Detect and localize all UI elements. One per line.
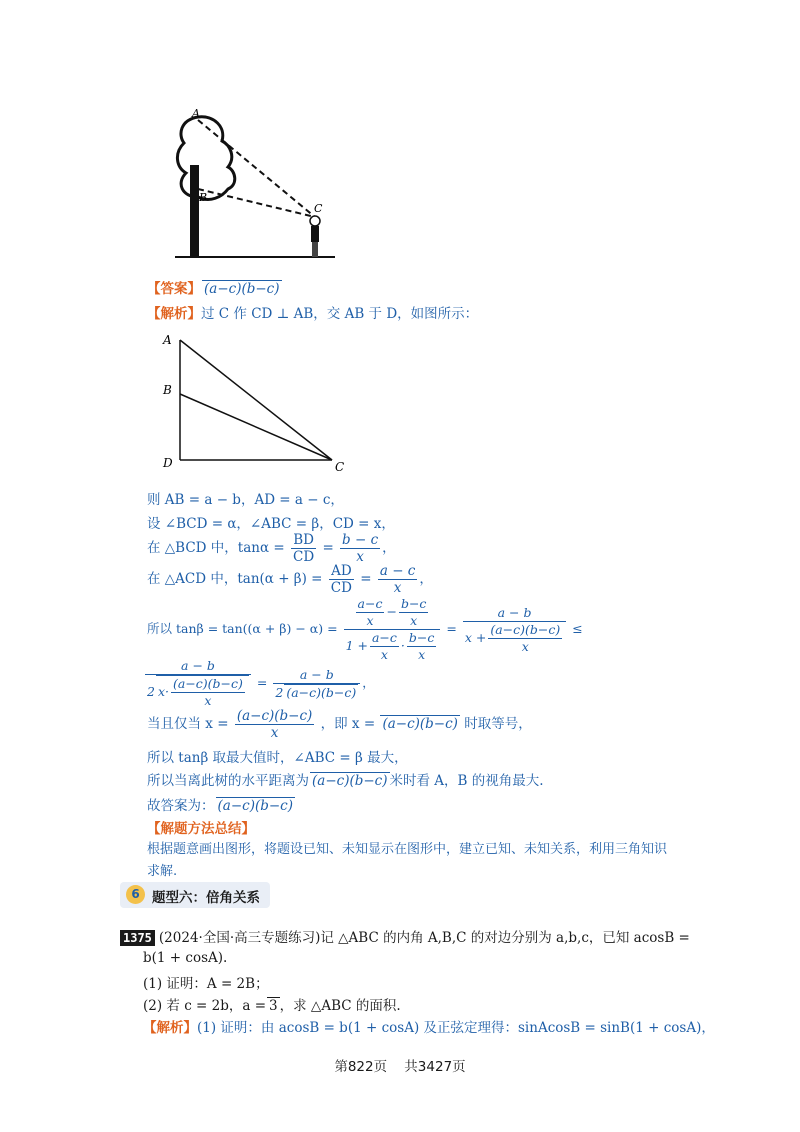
problem-line-1: 1375 (2024·全国·高三专题练习)记 △ABC 的内角 A,B,C 的对边分别为 a,b,c，已知 acosB = xyxy=(120,926,690,946)
triangle-figure xyxy=(160,330,360,475)
step-5: 所以 tanβ = tan((α + β) − α) = $\frac{a-c}{x}$ − $\frac{b-c}{x}$ 1 + $\frac{a-c}{x}$ · $\frac{b-c}{x}$ = a − b x + $\frac{(a-c)(b-c)}{x}$ ≤ xyxy=(147,596,583,662)
section-header xyxy=(120,882,270,908)
problem-analysis: 【解析】(1) 证明：由 acosB = b(1 + cosA) 及正弦定理得：sinAcosB = sinB(1 + cosA)， xyxy=(143,1020,715,1036)
step-6: a − b 2 x· $\frac{(a-c)(b-c)}{x}$ = $\frac{a - b}{2 (a-c)(b-c)}$ ， xyxy=(147,658,375,708)
label-c2: C xyxy=(335,460,345,474)
label-b2: B xyxy=(163,383,172,397)
label-d2: D xyxy=(163,456,173,470)
person-legs xyxy=(312,242,318,257)
step-4: 在 △ACD 中，tan(α + β) = $\frac{AD}{CD}$ = $\frac{a - c}{x}$ ， xyxy=(147,563,433,596)
problem-line-2: b(1 + cosA). xyxy=(143,950,228,966)
step-3: 在 △BCD 中，tanα = $\frac{BD}{CD}$ = $\frac{b - c}{x}$ ， xyxy=(147,532,396,565)
segment-bc xyxy=(180,394,332,460)
method-line-1: 根据题意画出图形，将题设已知、未知显示在图形中，建立已知、未知关系，利用三角知识 xyxy=(147,842,668,857)
step-8: 所以 tanβ 取最大值时，∠ABC = β 最大， xyxy=(147,750,408,766)
tree-foliage xyxy=(177,117,234,200)
label-c: C xyxy=(314,202,323,215)
problem-number: 1375 xyxy=(120,930,155,946)
label-a2: A xyxy=(163,333,172,347)
answer-value: (a−c)(b−c) xyxy=(204,281,280,297)
step-1: 则 AB = a − b，AD = a − c， xyxy=(147,492,344,508)
analysis-line xyxy=(147,302,478,322)
section-title: 题型六：倍角关系 xyxy=(152,890,260,906)
problem-part-1: (1) 证明：A = 2B； xyxy=(143,976,269,992)
label-b: B xyxy=(199,191,208,204)
step-2: 设 ∠BCD = α，∠ABC = β，CD = x， xyxy=(147,516,395,532)
step-10: 故答案为： (a−c)(b−c) xyxy=(147,798,294,814)
page-number: 第822页 xyxy=(334,1059,388,1075)
step-9: 所以当离此树的水平距离为 (a−c)(b−c) 米时看 A，B 的视角最大. xyxy=(147,773,544,789)
page-footer xyxy=(0,1055,800,1075)
answer-line xyxy=(147,277,282,297)
person-body xyxy=(311,226,319,242)
problem-part-2: (2) 若 c = 2b，a = 3 ，求 △ABC 的面积. xyxy=(143,998,401,1014)
tree-trunk xyxy=(190,165,199,257)
analysis-tag: 【解析】 xyxy=(147,306,201,322)
analysis-intro: 过 C 作 CD ⊥ AB，交 AB 于 D，如图所示： xyxy=(201,306,479,322)
method-tag: 【解题方法总结】 xyxy=(147,821,255,837)
person-head xyxy=(310,216,320,226)
segment-ac xyxy=(180,340,332,460)
section-number: 6 xyxy=(126,885,145,904)
step-7: 当且仅当 x = $\frac{(a-c)(b-c)}{x}$ ，即 x = (a−c)(b−c) 时取等号， xyxy=(147,708,532,741)
answer-tag: 【答案】 xyxy=(147,281,201,297)
method-line-2: 求解. xyxy=(147,864,178,879)
tree-figure xyxy=(170,105,340,265)
page-total: 共3427页 xyxy=(404,1059,466,1075)
label-a: A xyxy=(192,107,200,120)
